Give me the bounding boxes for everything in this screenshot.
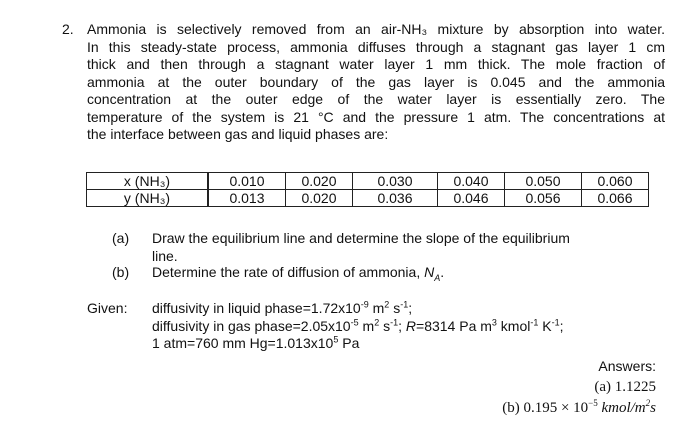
table-cell: 0.010 — [208, 173, 286, 190]
table-cell: 0.020 — [286, 173, 353, 190]
flux-symbol: N — [424, 264, 435, 280]
part-a-tag: (a) — [112, 230, 130, 246]
question-line: thick and then through a stagnant water layer 1 mm thick. The mole fraction of — [87, 56, 665, 72]
table-cell: 0.066 — [582, 190, 649, 207]
table-cell: 0.050 — [505, 173, 582, 190]
question-line: In this steady-state process, ammonia diffuses through a stagnant gas layer 1 cm — [87, 38, 665, 55]
answer-b: (b) $0.195 \times 10^{-5}$ kmol/$m^2s$ — [502, 398, 656, 416]
row-label-x: x (NH₃) — [87, 173, 209, 190]
question-line: Ammonia is selectively removed from an air-NH₃ mixture by absorption into water. — [87, 21, 665, 37]
part-a-line1: Draw the equilibrium line and determine the slope of the equilibrium — [152, 230, 570, 246]
part-a-line2: line. — [152, 247, 178, 264]
table-cell: 0.020 — [286, 190, 353, 207]
part-b-text — [152, 264, 444, 282]
given-values — [152, 300, 672, 353]
question-line: the interface between gas and liquid phases are: — [87, 126, 389, 142]
table-cell: 0.013 — [208, 190, 286, 207]
table-cell: 0.060 — [582, 173, 649, 190]
question-line: concentration at the outer edge of the water layer is essentially zero. The — [87, 91, 665, 107]
question-number: 2. — [62, 21, 74, 37]
flux-subscript: A — [434, 272, 441, 283]
question-paragraph — [87, 21, 665, 144]
part-b-period: . — [440, 264, 445, 280]
given-pressure: 1 atm=760 mm $Hg=1.013x10^5$ Pa — [152, 334, 360, 351]
table-row-y — [87, 190, 649, 207]
answers-heading: Answers: — [598, 358, 656, 374]
given-label: Given: — [87, 300, 128, 316]
equilibrium-data-table — [86, 172, 649, 207]
part-b-body: Determine the rate of diffusion of ammonia, — [152, 264, 425, 280]
part-a-text — [152, 230, 570, 265]
given-gas-diffusivity: diffusivity in gas $phase=2.05x10^{-5}$ $m^2$ $s^{-1}$; R=8314 Pa $m^3$ kmol$^{-1}$ $K^{-1}$; — [152, 316, 564, 334]
table-row-x — [87, 173, 649, 190]
given-liquid-diffusivity: diffusivity in liquid $phase=1.72x10^{-9}$ $m^2$ $s^{-1}$; — [152, 299, 413, 316]
part-b-tag: (b) — [112, 264, 130, 280]
answer-a: (a) 1.1225 — [594, 379, 656, 395]
question-line: temperature of the system is 21 °C and the pressure 1 atm. The concentrations at — [87, 108, 665, 125]
table-cell: 0.036 — [353, 190, 438, 207]
table-cell: 0.030 — [353, 173, 438, 190]
row-label-y: y (NH₃) — [87, 190, 209, 207]
table-cell: 0.046 — [438, 190, 505, 207]
question-line: ammonia at the outer boundary of the gas layer is 0.045 and the ammonia — [87, 73, 665, 90]
table-cell: 0.040 — [438, 173, 505, 190]
table-cell: 0.056 — [505, 190, 582, 207]
